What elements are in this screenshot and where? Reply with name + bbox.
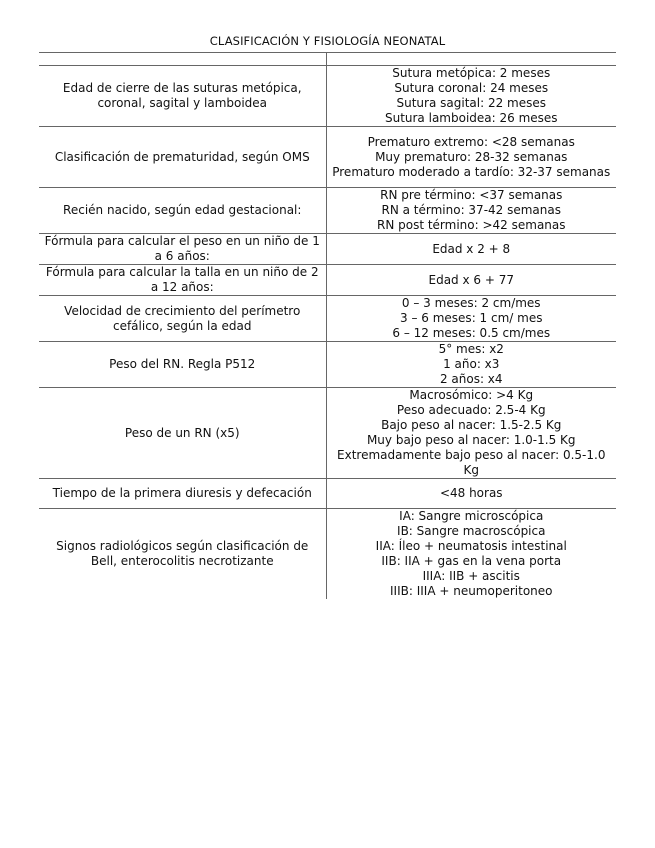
table-value: Bajo peso al nacer: 1.5-2.5 Kg: [381, 418, 562, 432]
table-value: Macrosómico: >4 Kg: [409, 388, 534, 402]
table-row: [39, 509, 616, 600]
row-label-newborn-weight: Peso de un RN (x5): [39, 388, 326, 479]
table-value: 3 – 6 meses: 1 cm/ mes: [400, 311, 543, 325]
table-row: [39, 342, 616, 388]
row-values-head-growth: [326, 296, 616, 342]
row-values-sutures: [326, 66, 616, 127]
table-value: Sutura coronal: 24 meses: [394, 81, 549, 95]
table-header-spacer-row: [39, 53, 616, 66]
table-row: [39, 265, 616, 296]
table-value: 6 – 12 meses: 0.5 cm/mes: [392, 326, 551, 340]
table-value: <48 horas: [439, 486, 503, 500]
row-label-head-growth: Velocidad de crecimiento del perímetro cefálico, según la edad: [39, 296, 326, 342]
row-values-prematurity: [326, 127, 616, 188]
row-label-p512-rule: Peso del RN. Regla P512: [39, 342, 326, 388]
table-value: RN a término: 37-42 semanas: [381, 203, 561, 217]
table-value: IIB: IIA + gas en la vena porta: [381, 554, 562, 568]
row-label-gestational-age: Recién nacido, según edad gestacional:: [39, 188, 326, 234]
table-row: [39, 296, 616, 342]
row-values-p512-rule: [326, 342, 616, 388]
table-value: Extremadamente bajo peso al nacer: 0.5-1.0 Kg: [337, 448, 606, 477]
table-row: [39, 479, 616, 509]
table-value: 1 año: x3: [443, 357, 500, 371]
document-title: CLASIFICACIÓN Y FISIOLOGÍA NEONATAL: [209, 34, 446, 48]
table-value: Sutura lamboidea: 26 meses: [384, 111, 558, 125]
table-value: 5° mes: x2: [438, 342, 504, 356]
table-value: IA: Sangre microscópica: [399, 509, 544, 523]
table-value: IIA: Íleo + neumatosis intestinal: [375, 539, 567, 553]
row-label-height-formula: Fórmula para calcular la talla en un niño de 2 a 12 años:: [39, 265, 326, 296]
table-value: 2 años: x4: [439, 372, 503, 386]
row-values-first-diuresis: [326, 479, 616, 509]
table-value: Muy prematuro: 28-32 semanas: [375, 149, 568, 164]
row-label-sutures: Edad de cierre de las suturas metópica, coronal, sagital y lamboidea: [39, 66, 326, 127]
document-page: [39, 34, 616, 599]
table-row: [39, 188, 616, 234]
row-values-newborn-weight: [326, 388, 616, 479]
table-row: [39, 66, 616, 127]
row-values-height-formula: [326, 265, 616, 296]
row-label-bell-classification: Signos radiológicos según clasificación de Bell, enterocolitis necrotizante: [39, 509, 326, 600]
row-values-gestational-age: [326, 188, 616, 234]
row-label-weight-formula: Fórmula para calcular el peso en un niño de 1 a 6 años:: [39, 234, 326, 265]
table-value: Edad x 2 + 8: [432, 241, 511, 256]
table-value: Muy bajo peso al nacer: 1.0-1.5 Kg: [366, 433, 576, 447]
table-value: IIIA: IIB + ascitis: [422, 569, 520, 583]
row-label-prematurity: Clasificación de prematuridad, según OMS: [39, 127, 326, 188]
table-value: IIIB: IIIA + neumoperitoneo: [390, 584, 553, 598]
row-values-weight-formula: [326, 234, 616, 265]
table-value: RN pre término: <37 semanas: [380, 188, 563, 202]
neonatal-classification-table: [39, 52, 616, 599]
table-value: Prematuro extremo: <28 semanas: [367, 134, 575, 149]
table-value: RN post término: >42 semanas: [376, 218, 566, 232]
table-header-spacer-right: [326, 53, 616, 66]
table-row: [39, 127, 616, 188]
table-value: Prematuro moderado a tardío: 32-37 semanas: [332, 164, 611, 179]
table-value: IB: Sangre macroscópica: [397, 524, 546, 538]
row-values-bell-classification: [326, 509, 616, 600]
table-header-spacer-left: [39, 53, 326, 66]
table-value: Sutura metópica: 2 meses: [392, 66, 551, 80]
table-row: [39, 234, 616, 265]
table-value: Edad x 6 + 77: [428, 272, 514, 287]
table-row: [39, 388, 616, 479]
table-value: 0 – 3 meses: 2 cm/mes: [401, 296, 541, 310]
row-label-first-diuresis: Tiempo de la primera diuresis y defecación: [39, 479, 326, 509]
table-value: Peso adecuado: 2.5-4 Kg: [396, 403, 546, 417]
table-value: Sutura sagital: 22 meses: [396, 96, 546, 110]
